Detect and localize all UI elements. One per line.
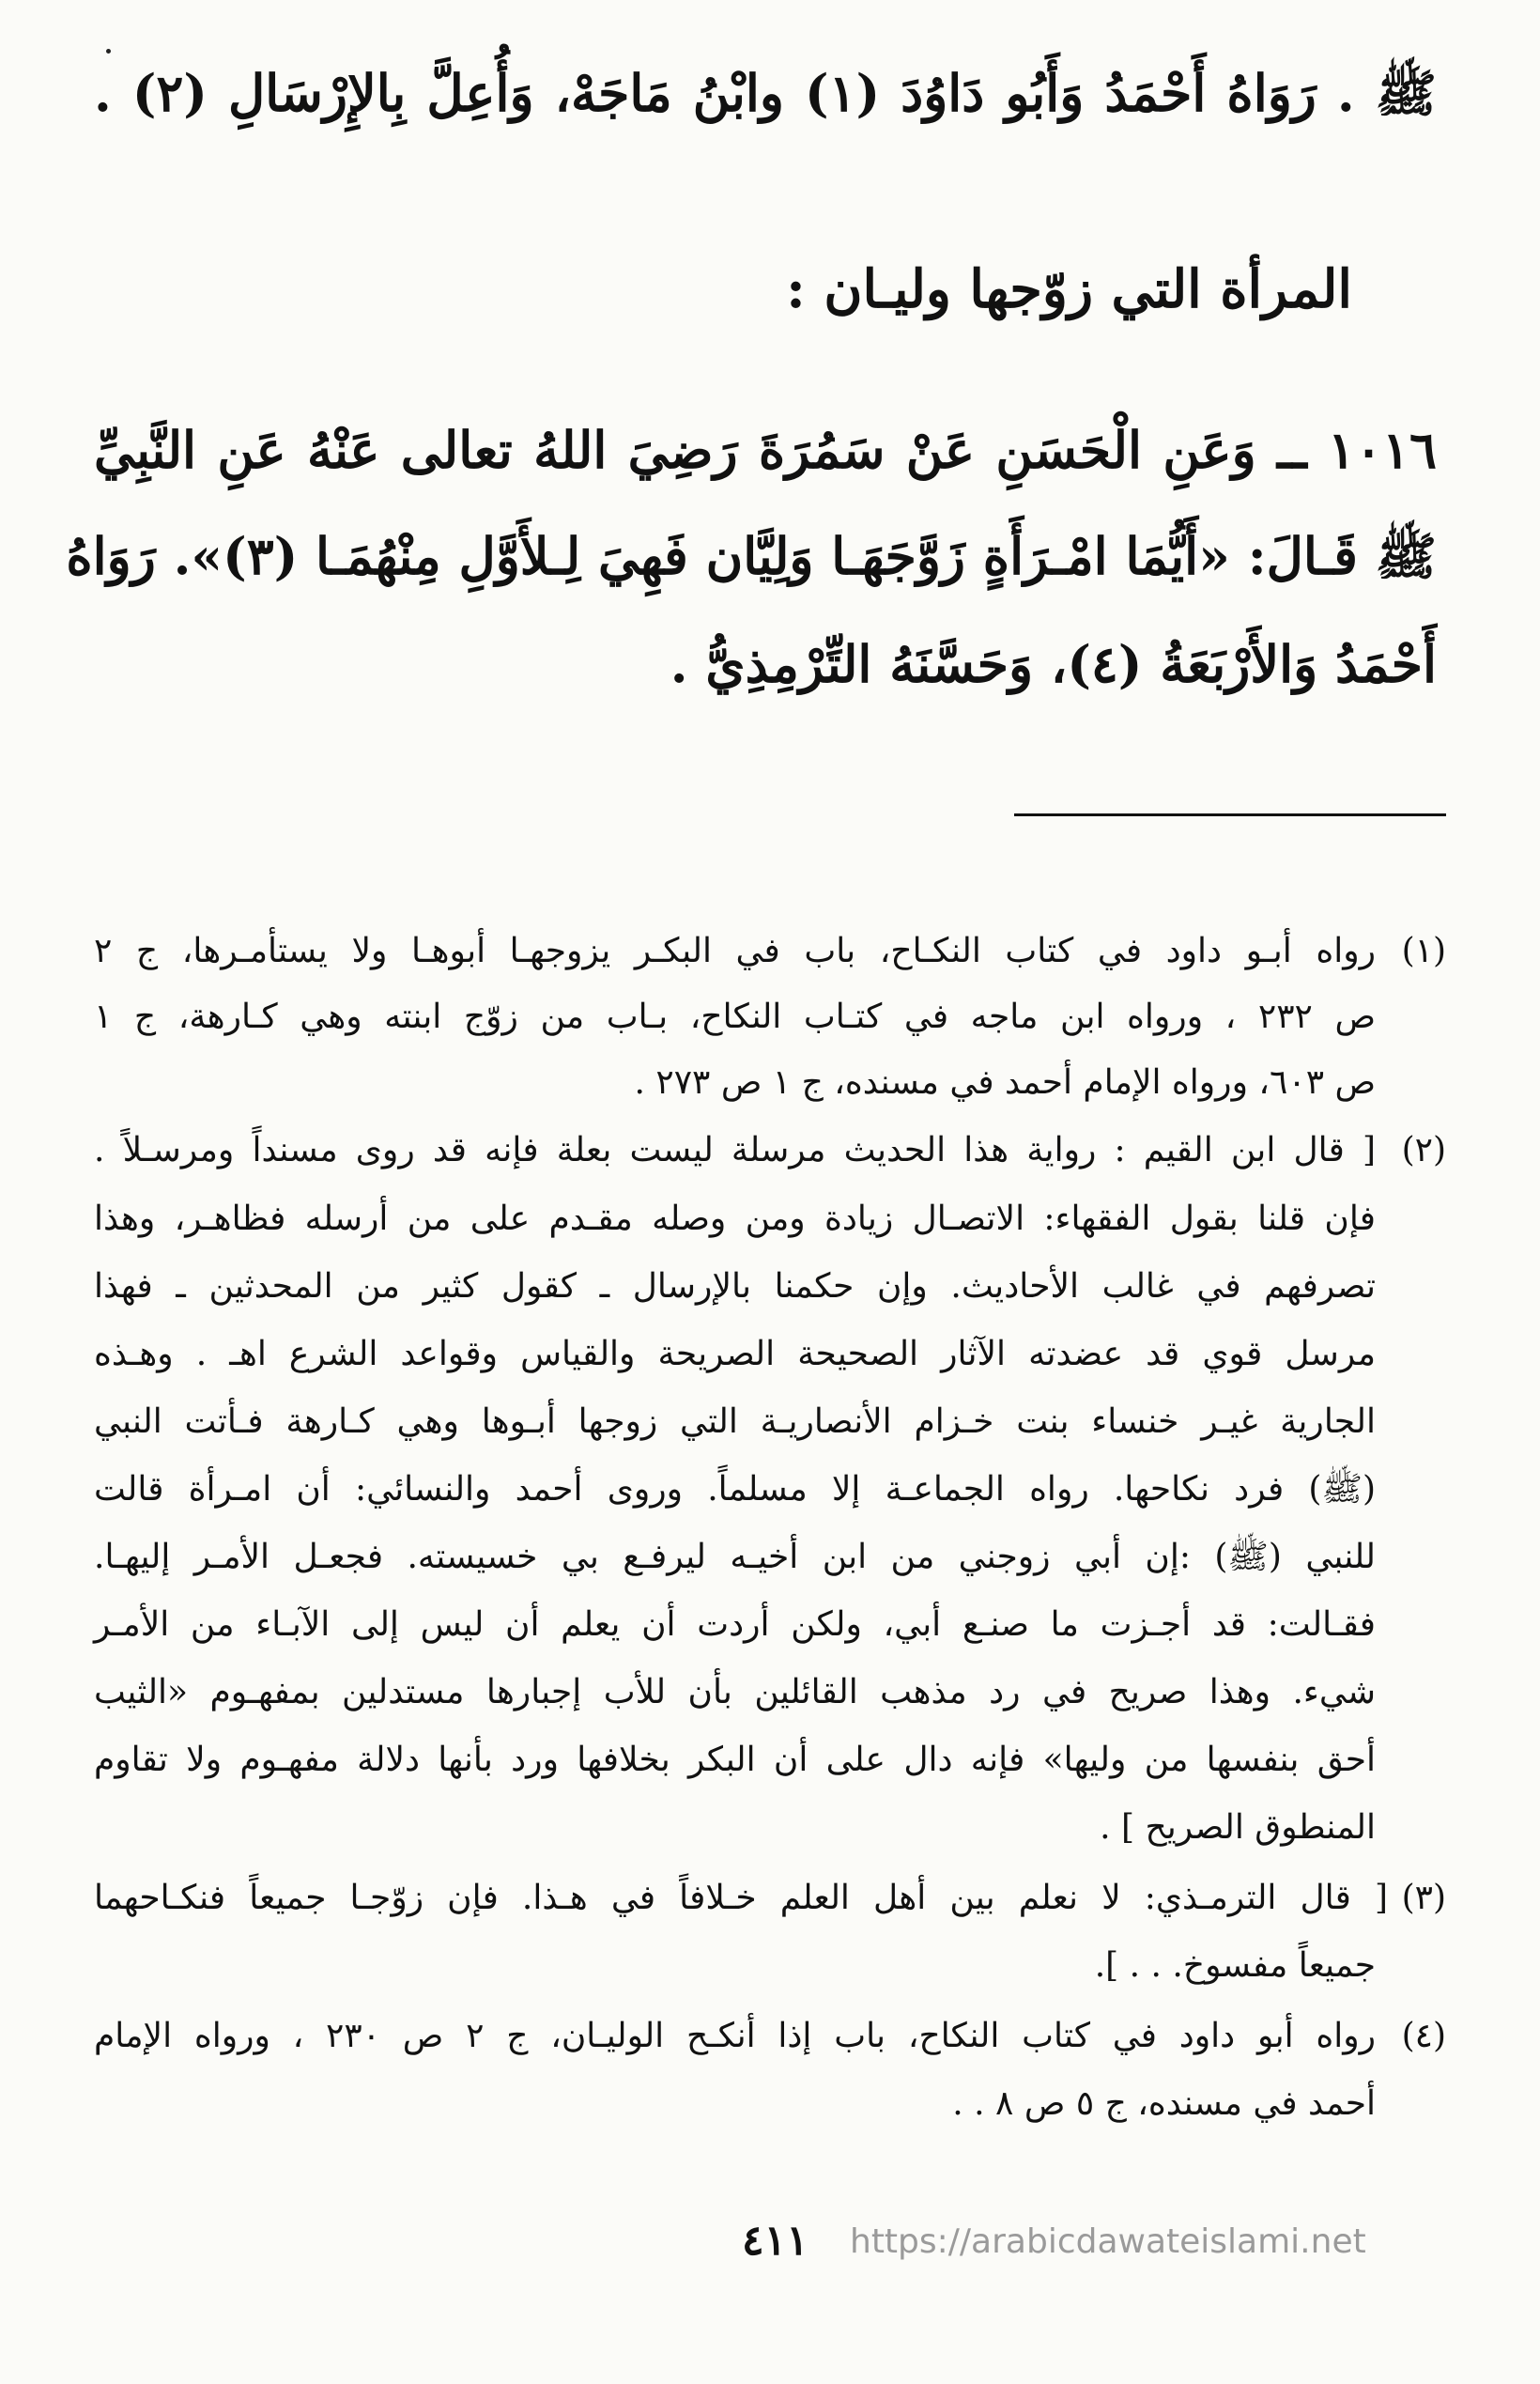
watermark-url: https://arabicdawateislami.net: [850, 2222, 1366, 2261]
ink-speck: [106, 49, 111, 54]
footnote-line: [ قال ابن القيم : رواية هذا الحديث مرسلة ليست بعلة فإنه قد روى مسنداً ومرسـلاً .: [94, 1131, 1376, 1169]
footnote-line: (ﷺ) فرد نكاحها. رواه الجماعـة إلا مسلماً. وروى أحمد والنسائي: أن امـرأة قالت: [94, 1470, 1376, 1509]
footnote-line: تصرفهم في غالب الأحاديث. وإن حكمنا بالإرسال ـ كقول كثير من المحدثين ـ فهذا: [94, 1267, 1376, 1306]
footnote-line: للنبي (ﷺ) :إن أبي زوجني من ابن أخيـه ليرفـع بي خسيسته. فجعـل الأمـر إليهـا.: [94, 1538, 1376, 1576]
footnote-line: رواه أبو داود في كتاب النكاح، باب إذا أنكـح الوليـان، ج ٢ ص ٢٣٠ ، ورواه الإمام: [94, 2017, 1376, 2055]
footnote-line: شيء. وهذا صريح في رد مذهب القائلين بأن للأب إجبارها مستدلين بمفهـوم «الثيب: [94, 1673, 1376, 1711]
hadith-line: أَحْمَدُ وَالأَرْبَعَةُ (٤)، وَحَسَّنَهُ التِّرْمِذِيُّ .: [670, 634, 1437, 694]
footnote-line: ص ٦٠٣، ورواه الإمام أحمد في مسنده، ج ١ ص ٢٧٣ .: [634, 1063, 1376, 1102]
hadith-line: ﷺ قَـالَ: «أَيُّمَا امْـرَأَةٍ زَوَّجَهَـا وَلِيَّان فَهِيَ لِـلأَوَّلِ مِنْهُمَـا (٣)». رَوَاهُ: [66, 526, 1437, 586]
page-number: ٤١١: [742, 2217, 808, 2265]
footnote-line: جميعاً مفسوخ. . . ].: [1094, 1946, 1376, 1985]
footnote-line: المنطوق الصريح ] .: [1100, 1808, 1376, 1847]
footnote-marker-3: (٣): [1401, 1879, 1446, 1917]
footnote-line: فإن قلنا بقول الفقهاء: الاتصـال زيادة ومن وصله مقـدم على من أرسله فظاهـر، وهذا: [94, 1200, 1376, 1238]
footnote-line: [ قال الترمـذي: لا نعلم بين أهل العلم خـلافاً في هـذا. فإن زوّجـا جميعاً فنكـاحهما: [94, 1879, 1388, 1917]
footnote-marker-1: (١): [1401, 932, 1446, 970]
footnote-separator: [1014, 813, 1446, 816]
hadith-line: ١٠١٦ ــ وَعَنِ الْحَسَنِ عَنْ سَمُرَةَ رَضِيَ اللهُ تعالى عَنْهُ عَنِ النَّبِيِّ: [94, 420, 1437, 480]
footnote-line: فقـالت: قد أجـزت ما صنـع أبي، ولكن أردت أن يعلم أن ليس إلى الآبـاء من الأمـر: [94, 1605, 1377, 1644]
footnote-marker-4: (٤): [1401, 2017, 1446, 2055]
footnote-line: الجارية غيـر خنساء بنت خـزام الأنصاريـة التي زوجها أبـوها وهي كـارهة فـأتت النبي: [94, 1402, 1376, 1441]
footnote-line: ص ٢٣٢ ، ورواه ابن ماجه في كتـاب النكاح، بـاب من زوّج ابنته وهي كـارهة، ج ١: [94, 998, 1376, 1036]
footnote-line: أحمد في مسنده، ج ٥ ص ٨ . .: [952, 2084, 1376, 2123]
footnote-line: مرسل قوي قد عضدته الآثار الصحيحة الصريحة والقياس وقواعد الشرع اهـ . وهـذه: [94, 1335, 1376, 1373]
footnote-line: أحق بنفسها من وليها» فإنه دال على أن البكر بخلافها ورد بأنها دلالة مفهـوم ولا تقاوم: [94, 1741, 1376, 1779]
footnote-line: رواه أبـو داود في كتاب النكـاح، باب في البكـر يزوجهـا أبوهـا ولا يستأمـرها، ج ٢: [94, 932, 1376, 970]
top-line: ﷺ . رَوَاهُ أَحْمَدُ وَأَبُو دَاوُدَ (١) وابْنُ مَاجَهْ، وَأُعِلَّ بِالإِرْسَالِ (٢) .: [94, 63, 1437, 123]
footnote-marker-2: (٢): [1401, 1131, 1446, 1169]
section-heading: المرأة التي زوّجها وليـان :: [786, 258, 1352, 320]
